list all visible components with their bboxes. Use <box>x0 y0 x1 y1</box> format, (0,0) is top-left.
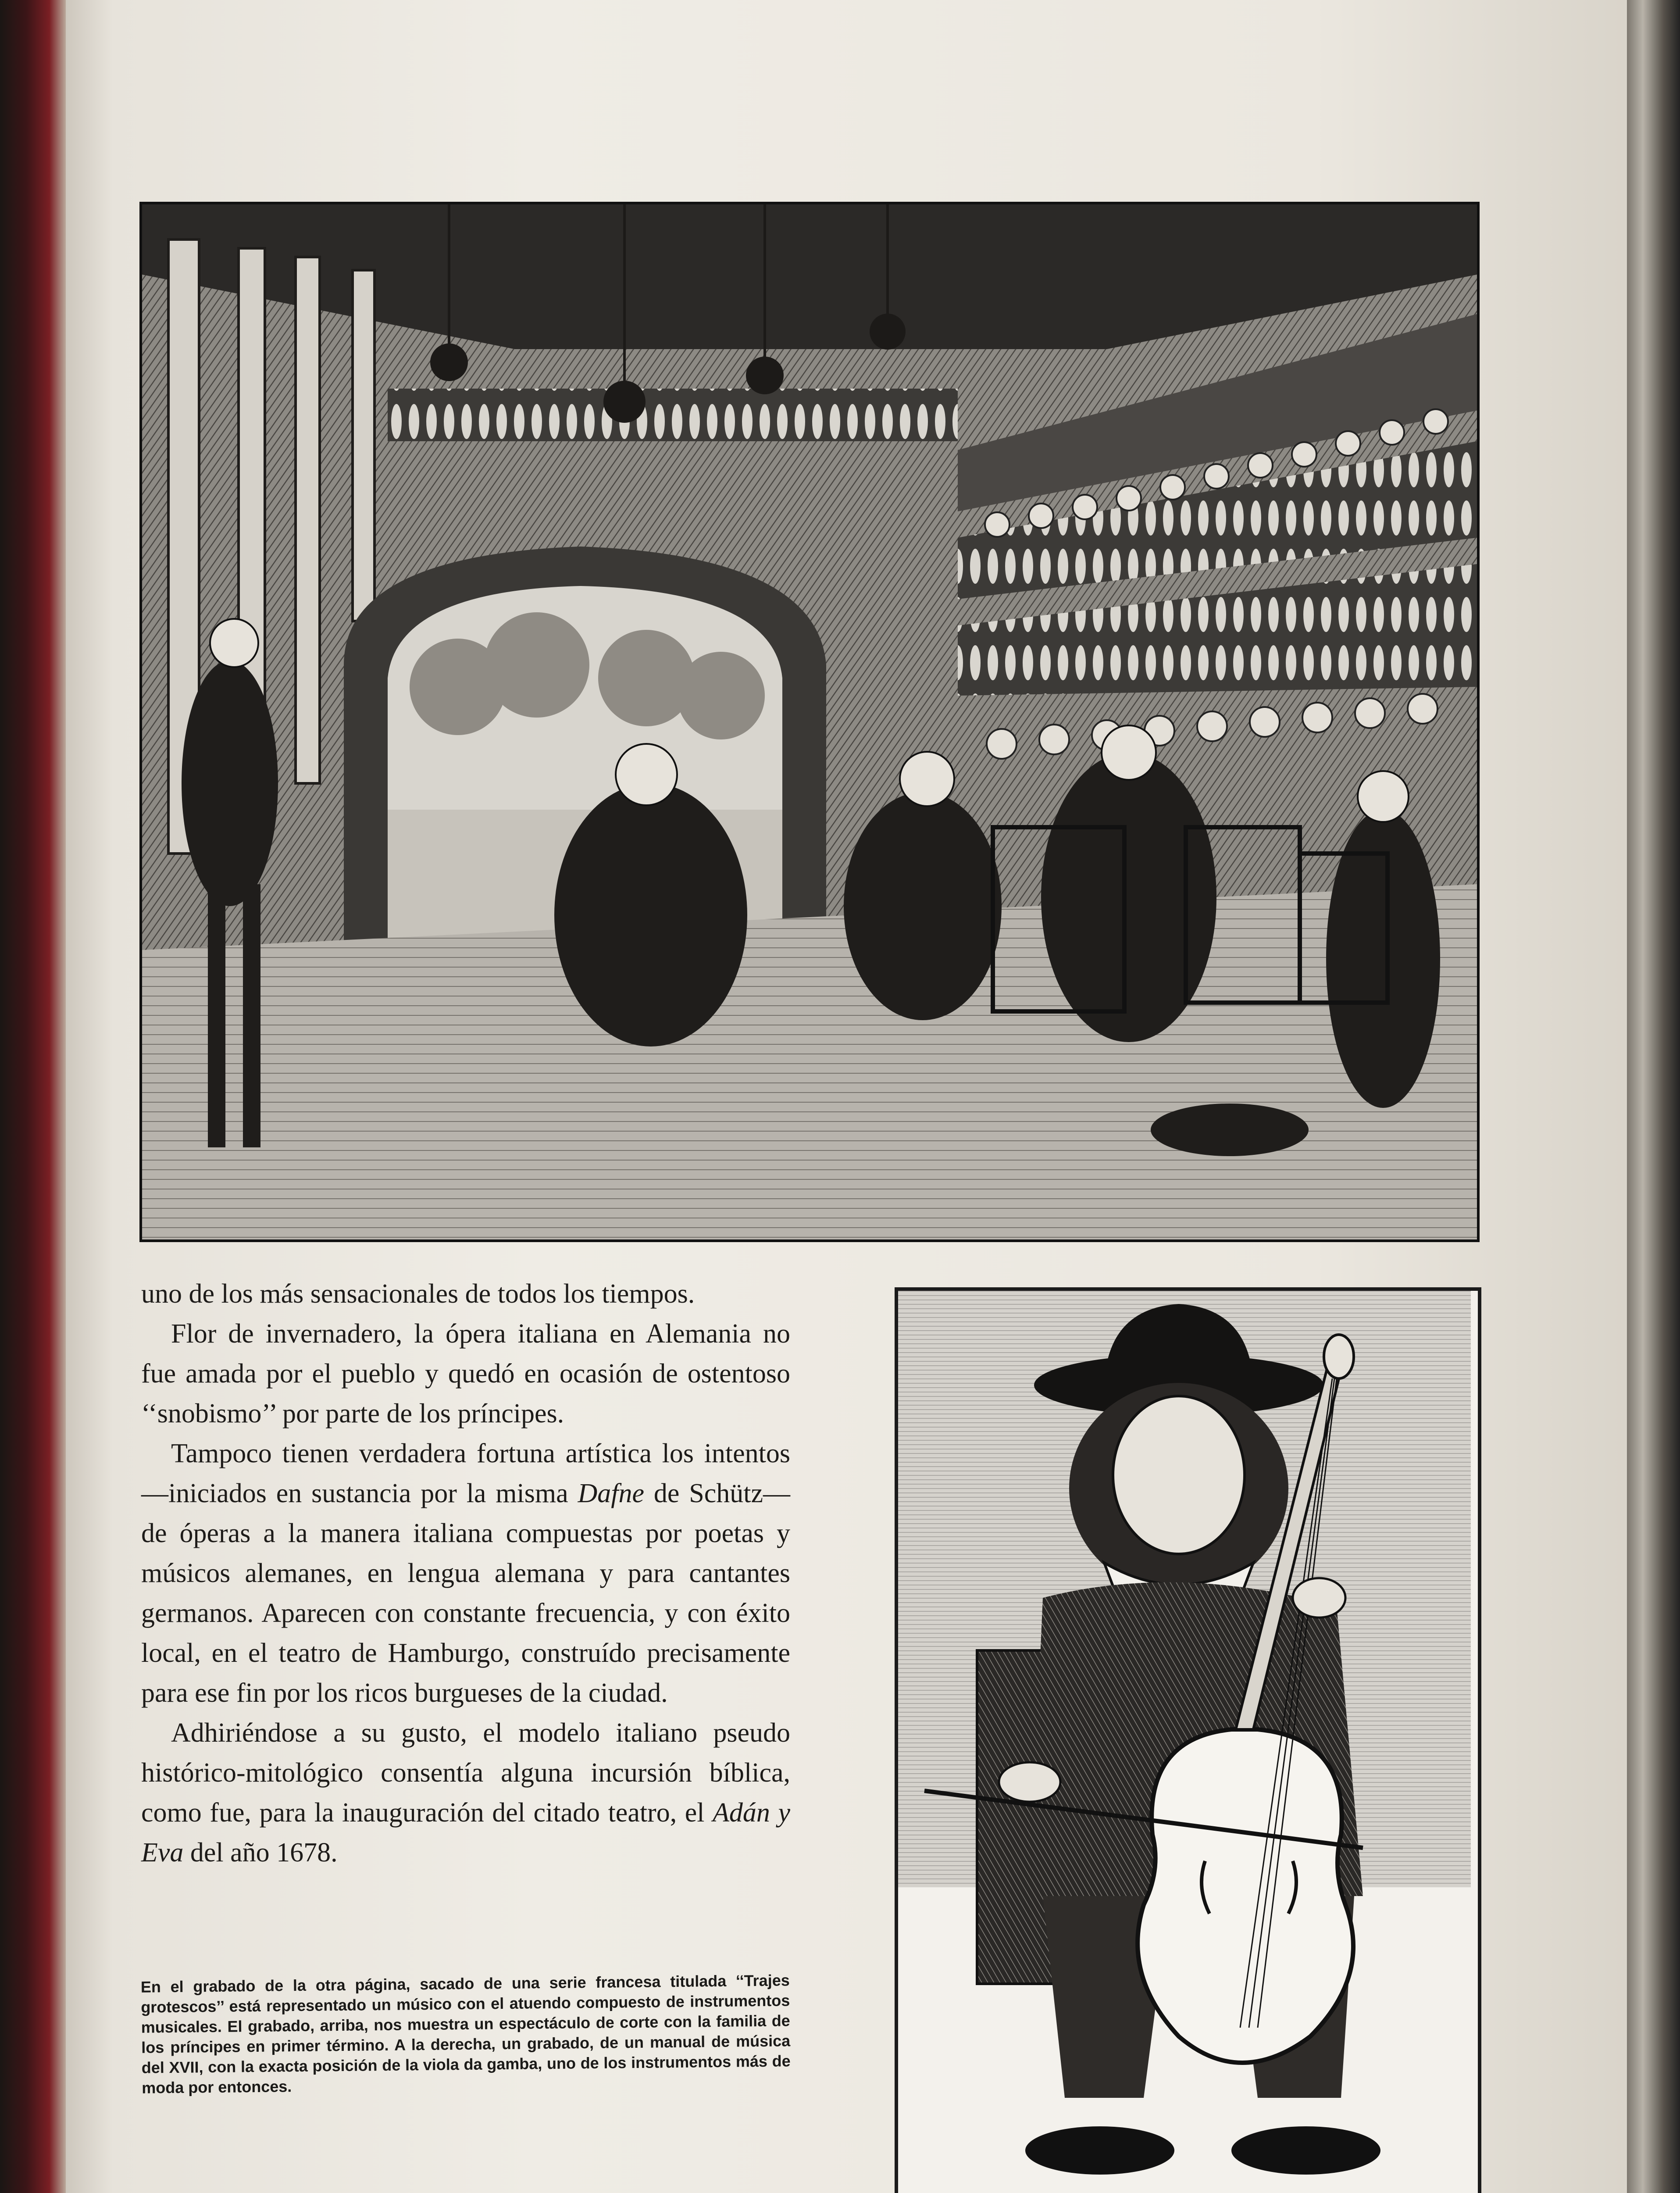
court-theatre-engraving <box>139 202 1480 1242</box>
viola-da-gamba-engraving <box>895 1287 1481 2193</box>
book-spine-left <box>0 0 66 2193</box>
paragraph-4 <box>141 1713 790 1873</box>
paragraph-3-part-b: de Schütz— de óperas a la manera italiana compuestas por poetas y músicos alemanes, en lengua alemana y para cantantes germanos. Aparecen con constante frecuencia, y con éxito local, en el teatro de Hamburgo, construído precisamente para ese fin por los ricos burgueses de la ciudad. <box>141 1479 790 1708</box>
paragraph-3 <box>141 1434 790 1713</box>
paragraph-1: uno de los más sensacionales de todos los tiempos. <box>141 1279 695 1309</box>
paragraph-2: Flor de invernadero, la ópera italiana en Alemania no fue amada por el pueblo y quedó en ocasión de ostentoso ‘‘snobismo’’ por parte de los príncipes. <box>141 1319 790 1429</box>
opera-title-dafne: Dafne <box>578 1479 645 1508</box>
article-body <box>141 1274 790 1873</box>
paragraph-3-part-a: Tampoco tienen verdadera fortuna artística los intentos —iniciados en sustancia por la misma <box>141 1439 790 1508</box>
paragraph-4-part-b: del año 1678. <box>183 1838 338 1868</box>
figure-caption: En el grabado de la otra página, sacado de una serie francesa titulada ‘‘Trajes grotescos’’ está representado un músico con el atuendo compuesto de instrumentos musicales. El grabado, arriba, nos muestra un espectáculo de corte con la familia de los príncipes en primer término. A la derecha, un grabado, de un manual de música del XVII, con la exacta posición de la viola da gamba, uno de los instrumentos más de moda por entonces. <box>140 1971 791 2097</box>
opera-title-adan-y-eva: Adán y Eva <box>141 1798 791 1868</box>
paragraph-4-part-a: Adhiriéndose a su gusto, el modelo italiano pseudo histórico-mitológico consentía alguna incursión bíblica, como fue, para la inauguración del citado teatro, el <box>141 1718 790 1828</box>
page-stack-edge <box>1627 0 1680 2193</box>
